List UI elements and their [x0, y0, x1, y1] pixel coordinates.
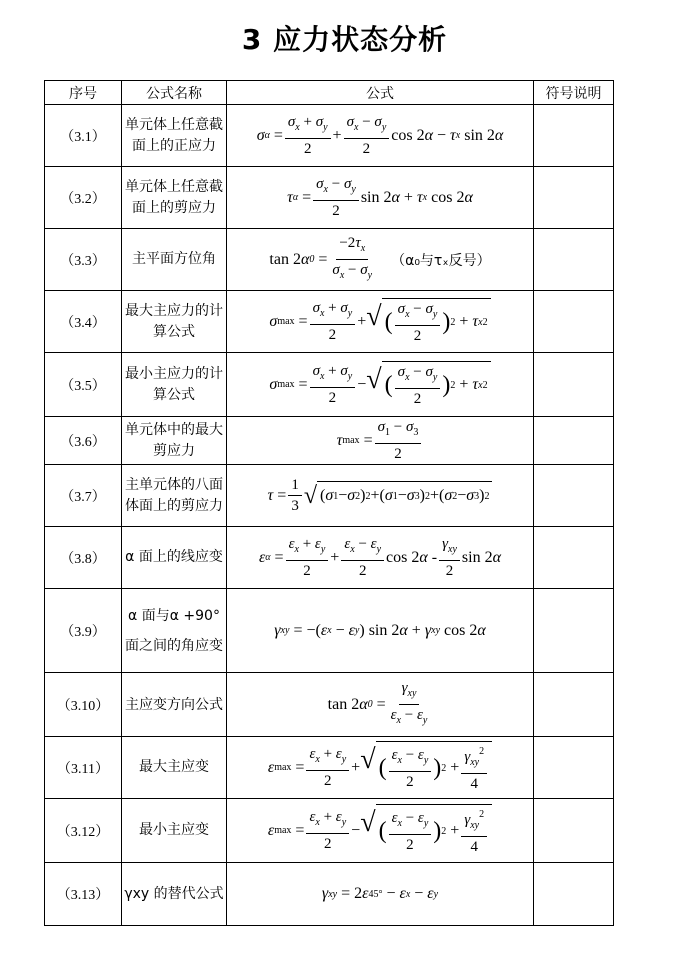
table-row [45, 105, 614, 167]
table-row [45, 417, 614, 465]
row-number: （3.12） [45, 799, 122, 863]
table-row [45, 527, 614, 589]
row-formula [227, 737, 534, 799]
row-name: 最大主应力的计算公式 [122, 291, 227, 353]
row-number: （3.8） [45, 527, 122, 589]
table-row [45, 167, 614, 229]
row-name: α 面上的线应变 [122, 527, 227, 589]
formula-3-9: γ xy = −( ε x − ε y ) sin 2 α + γ xy cos 2 α [274, 621, 486, 639]
header-name: 公式名称 [122, 81, 227, 105]
row-name: 单元体上任意截面上的正应力 [122, 105, 227, 167]
row-note [534, 465, 614, 527]
formula-3-1: σ α = $\frac{\sigma_x + \sigma_y}{2}$ + $\frac{\sigma_x - \sigma_y}{2}$ cos 2 α − τ x sin 2 α [256, 114, 504, 157]
page-title: 3 应力状态分析 [241, 23, 448, 56]
table-row [45, 229, 614, 291]
table-row [45, 589, 614, 673]
table-row [45, 799, 614, 863]
row-name: 单元体中的最大剪应力 [122, 417, 227, 465]
table-row [45, 465, 614, 527]
row-formula [227, 673, 534, 737]
row-note [534, 589, 614, 673]
formula-note: （α₀与τₓ反号） [391, 252, 491, 269]
row-number: （3.6） [45, 417, 122, 465]
formula-3-2: τ α = $\frac{\sigma_x - \sigma_y}{2}$ sin 2 α + τ x cos 2 α [287, 176, 473, 219]
formula-3-6: τ max = $\frac{\sigma_1 - \sigma_3}{2}$ [337, 417, 424, 464]
row-name: 主单元体的八面体面上的剪应力 [122, 465, 227, 527]
row-note [534, 105, 614, 167]
table-row [45, 863, 614, 926]
formula-3-11: ε max = $\frac{\varepsilon_x + \varepsilon_y}{2}$ + √ ( $\varepsilon_x - \varepsilon_y$ 2 ) 2 + $\gamma_{xy}^2$ 4 [268, 741, 492, 794]
formula-3-12: ε max = $\frac{\varepsilon_x + \varepsilon_y}{2}$ − √ ( $\varepsilon_x - \varepsilon_y$ 2 ) 2 + $\gamma_{xy}^2$ 4 [268, 804, 492, 857]
row-note [534, 291, 614, 353]
row-note [534, 527, 614, 589]
row-formula [227, 229, 534, 291]
table-row [45, 737, 614, 799]
formula-3-4: σ max = $\frac{\sigma_x + \sigma_y}{2}$ + √ ( $\sigma_x - \sigma_y$ 2 ) 2 + τ x 2 [269, 298, 490, 346]
row-name: 最小主应变 [122, 799, 227, 863]
header-note: 符号说明 [534, 81, 614, 105]
formula-table [44, 80, 614, 926]
row-formula [227, 465, 534, 527]
row-number: （3.1） [45, 105, 122, 167]
row-name: 主应变方向公式 [122, 673, 227, 737]
row-note [534, 673, 614, 737]
table-header-row [45, 81, 614, 105]
row-formula [227, 863, 534, 926]
table-row [45, 353, 614, 417]
row-formula [227, 589, 534, 673]
row-formula [227, 417, 534, 465]
row-formula [227, 167, 534, 229]
formula-3-7: τ = $\frac{1}{3}$ √ ( σ 1 − σ 2 ) 2 +( σ 1 − σ 3 ) 2 +( σ 2 − σ 3 ) 2 [268, 475, 493, 516]
row-formula [227, 527, 534, 589]
row-note [534, 799, 614, 863]
row-formula [227, 799, 534, 863]
formula-3-8: ε α = $\frac{\varepsilon_x + \varepsilon_y}{2}$ + $\frac{\varepsilon_x - \varepsilon_y}{2}$ cos 2 α - $\gamma_{xy}$ 2 sin 2 α [258, 536, 501, 579]
row-number: （3.13） [45, 863, 122, 926]
row-number: （3.2） [45, 167, 122, 229]
row-note [534, 737, 614, 799]
row-number: （3.9） [45, 589, 122, 673]
row-name: 最大主应变 [122, 737, 227, 799]
row-name: γxy 的替代公式 [122, 863, 227, 926]
header-formula: 公式 [227, 81, 534, 105]
row-note [534, 353, 614, 417]
header-number: 序号 [45, 81, 122, 105]
row-formula [227, 353, 534, 417]
formula-3-10: tan 2 α 0 = $\gamma_{xy}$ $\varepsilon_x - \varepsilon_y$ [327, 680, 428, 726]
formula-3-13: γ xy = 2 ε 45° − ε x − ε y [321, 885, 439, 902]
row-name: 最小主应力的计算公式 [122, 353, 227, 417]
row-name: 主平面方位角 [122, 229, 227, 291]
row-number: （3.11） [45, 737, 122, 799]
row-name: α 面与α +90° 面之间的角应变 [122, 589, 227, 673]
row-formula [227, 105, 534, 167]
table-row [45, 291, 614, 353]
table-row [45, 673, 614, 737]
row-number: （3.5） [45, 353, 122, 417]
row-note [534, 229, 614, 291]
row-number: （3.3） [45, 229, 122, 291]
row-name: 单元体上任意截面上的剪应力 [122, 167, 227, 229]
row-number: （3.4） [45, 291, 122, 353]
row-number: （3.7） [45, 465, 122, 527]
row-note [534, 863, 614, 926]
formula-3-3: tan 2 α 0 = $\frac{-2\tau_x}{\sigma_x - \sigma_y}$ （α₀与τₓ反号） [269, 235, 491, 281]
row-number: （3.10） [45, 673, 122, 737]
row-formula [227, 291, 534, 353]
row-note [534, 167, 614, 229]
formula-3-5: σ max = $\frac{\sigma_x + \sigma_y}{2}$ − √ ( $\sigma_x - \sigma_y$ 2 ) 2 + τ x 2 [269, 361, 490, 409]
row-note [534, 417, 614, 465]
